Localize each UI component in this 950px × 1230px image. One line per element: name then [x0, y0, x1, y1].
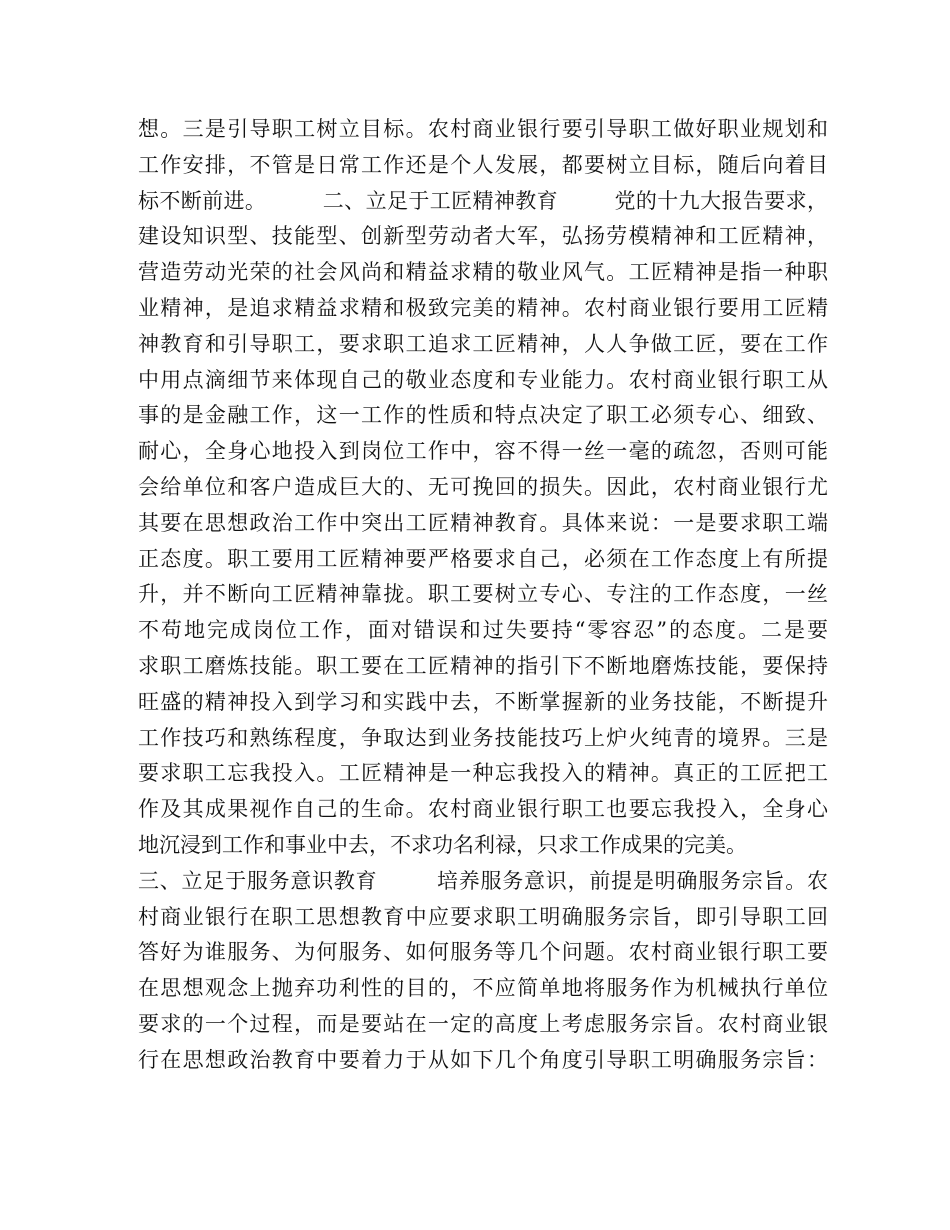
text-line: 耐心，全身心地投入到岗位工作中，容不得一丝一毫的疏忽，否则可能 [138, 439, 828, 464]
text-line: 建设知识型、技能型、创新型劳动者大军，弘扬劳模精神和工匠精神， [138, 224, 828, 249]
text-line: 旺盛的精神投入到学习和实践中去，不断掌握新的业务技能，不断提升 [138, 689, 828, 714]
text-line: 行在思想政治教育中要着力于从如下几个角度引导职工明确服务宗旨： [138, 1047, 828, 1072]
text-line: 会给单位和客户造成巨大的、无可挽回的损失。因此，农村商业银行尤 [138, 474, 828, 499]
text-line: 地沉浸到工作和事业中去，不求功名利禄，只求工作成果的完美。 [138, 832, 747, 857]
body-text [138, 112, 828, 1079]
text-line: 业精神，是追求精益求精和极致完美的精神。农村商业银行要用工匠精 [138, 295, 828, 320]
text-line: 其要在思想政治工作中突出工匠精神教育。具体来说：一是要求职工端 [138, 510, 828, 535]
text-line: 不苟地完成岗位工作，面对错误和过失要持“零容忍”的态度。二是要 [138, 618, 828, 643]
text-line: 标不断前进。 二、立足于工匠精神教育 党的十九大报告要求， [138, 188, 828, 213]
text-line: 要求职工忘我投入。工匠精神是一种忘我投入的精神。真正的工匠把工 [138, 761, 828, 786]
text-line: 正态度。职工要用工匠精神要严格要求自己，必须在工作态度上有所提 [138, 546, 828, 571]
text-line: 要求的一个过程，而是要站在一定的高度上考虑服务宗旨。农村商业银 [138, 1011, 828, 1036]
text-line: 想。三是引导职工树立目标。农村商业银行要引导职工做好职业规划和 [138, 117, 828, 141]
text-line: 求职工磨炼技能。职工要在工匠精神的指引下不断地磨炼技能，要保持 [138, 653, 828, 678]
text-line: 三、立足于服务意识教育 培养服务意识，前提是明确服务宗旨。农 [138, 868, 828, 893]
text-line: 工作技巧和熟练程度，争取达到业务技能技巧上炉火纯青的境界。三是 [138, 725, 828, 750]
text-line: 工作安排，不管是日常工作还是个人发展，都要树立目标，随后向着目 [138, 152, 828, 177]
text-line: 在思想观念上抛弃功利性的目的，不应简单地将服务作为机械执行单位 [138, 976, 828, 1001]
text-line: 作及其成果视作自己的生命。农村商业银行职工也要忘我投入，全身心 [138, 797, 828, 822]
text-line: 村商业银行在职工思想教育中应要求职工明确服务宗旨，即引导职工回 [138, 904, 828, 929]
text-line: 中用点滴细节来体现自己的敬业态度和专业能力。农村商业银行职工从 [138, 367, 828, 392]
text-line: 升，并不断向工匠精神靠拢。职工要树立专心、专注的工作态度，一丝 [138, 582, 828, 607]
text-line: 事的是金融工作，这一工作的性质和特点决定了职工必须专心、细致、 [138, 403, 828, 428]
text-line: 答好为谁服务、为何服务、如何服务等几个问题。农村商业银行职工要 [138, 940, 828, 965]
text-line: 神教育和引导职工，要求职工追求工匠精神，人人争做工匠，要在工作 [138, 331, 828, 356]
text-line: 营造劳动光荣的社会风尚和精益求精的敬业风气。工匠精神是指一种职 [138, 260, 828, 285]
